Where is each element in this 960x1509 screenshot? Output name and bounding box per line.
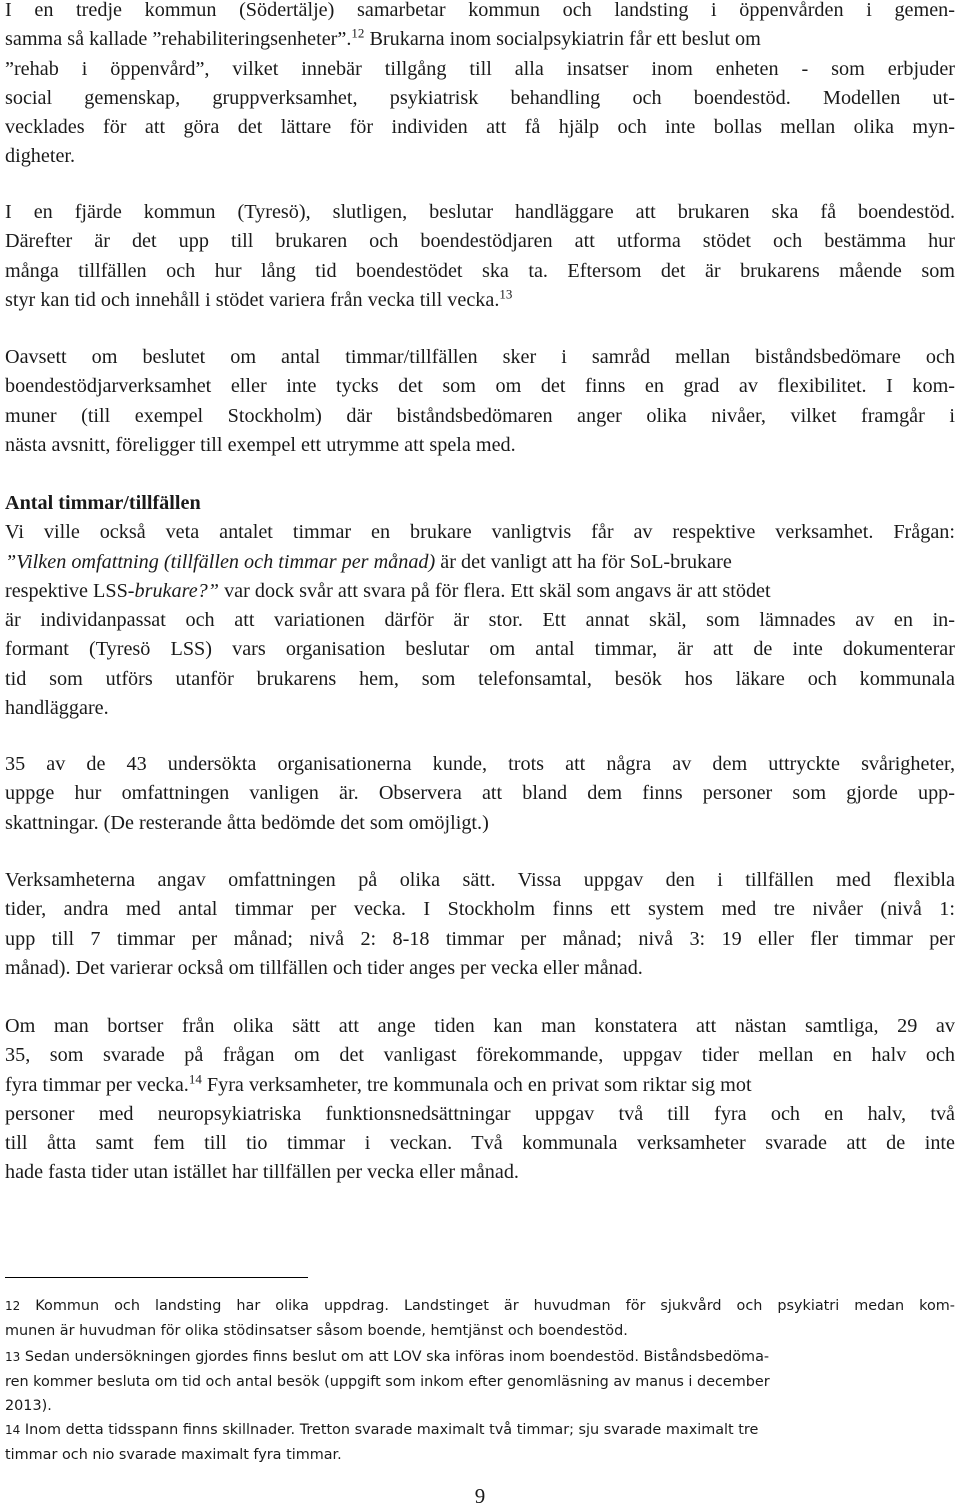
paragraph-7 (5, 1012, 955, 1188)
text-line: I en tredje kommun (Södertälje) samarbetar kommun och landsting i öppenvården i gemen- (5, 0, 955, 21)
section (5, 489, 955, 723)
text-line: skattningar. (De resterande åtta bedömde det som omöjligt.) (5, 811, 489, 834)
text-line: Om man bortser från olika sätt att ange tiden kan man konstatera att nästan samtliga, 29 av (5, 1015, 955, 1037)
footnote-line: ren kommer besluta om tid och antal besök (uppgift som inkom efter genomläsning av manus i december (5, 1373, 770, 1390)
footnote-line: timmar och nio svarade maximalt fyra timmar. (5, 1446, 342, 1463)
text-line: upp till 7 timmar per månad; nivå 2: 8-18 timmar per månad; nivå 3: 19 eller fler timmar per (5, 927, 955, 950)
footnote-ref-12[interactable]: 12 (351, 25, 365, 41)
footnote-number: 12 (5, 1299, 21, 1313)
footnote-line (5, 1345, 955, 1370)
text-line: är individanpassat och att variationen därför är stor. Ett annat skäl, som lämnades av en in- (5, 609, 955, 632)
text-span: styr kan tid och innehåll i stödet variera från vecka till vecka. (5, 288, 500, 311)
footnote-number: 13 (5, 1350, 21, 1364)
footnote-ref-13[interactable]: 13 (499, 286, 513, 302)
footnote-12 (5, 1294, 955, 1343)
text-line: formant (Tyresö LSS) vars organisation beslutar om antal timmar, är att de inte dokumenterar (5, 638, 955, 661)
paragraph-6 (5, 866, 955, 983)
footnote-line (5, 1418, 955, 1443)
text-line: I en fjärde kommun (Tyresö), slutligen, beslutar handläggare att brukaren ska få boendestöd. (5, 201, 955, 223)
text-line: Därefter är det upp till brukaren och boendestödjaren att utforma stödet och bestämma hur (5, 230, 955, 253)
text-line: uppge hur omfattningen vanligen är. Observera att bland dem finns personer som gjorde upp- (5, 782, 955, 805)
text-span: Fyra verksamheter, tre kommunala och en privat som riktar sig mot (201, 1073, 752, 1096)
text-line: muner (till exempel Stockholm) där biståndsbedömaren anger olika nivåer, vilket framgår i (5, 404, 955, 427)
text-line: personer med neuropsykiatriska funktionsnedsättningar uppgav två till fyra och en halv, två (5, 1102, 955, 1125)
footnote-text: Inom detta tidsspann finns skillnader. Tretton svarade maximalt två timmar; sju svarade maximalt tre (24, 1422, 759, 1438)
footnote-ref-14[interactable]: 14 (188, 1070, 202, 1086)
text-span: fyra timmar per vecka. (5, 1073, 189, 1096)
question-text: brukare?” (134, 579, 220, 602)
text-line: nästa avsnitt, föreligger till exempel ett utrymme att spela med. (5, 433, 516, 456)
footnote-line: 2013). (5, 1398, 52, 1414)
text-line (5, 548, 955, 577)
text-line: månad). Det varierar också om tillfällen och tider anges per vecka eller månad. (5, 956, 643, 979)
text-line: tid som utförs utanför brukarens hem, som telefonsamtal, besök hos läkare och kommunala (5, 667, 955, 690)
text-line: handläggare. (5, 697, 109, 720)
text-span: respektive LSS- (5, 579, 135, 602)
paragraph-3 (5, 343, 955, 460)
text-line: Verksamheterna angav omfattningen på olika sätt. Vissa uppgav den i tillfällen med flexibla (5, 869, 955, 891)
text-line: tider, andra med antal timmar per vecka. I Stockholm finns ett system med tre nivåer (nivå 1: (5, 898, 955, 921)
text-line: social gemenskap, gruppverksamhet, psykiatrisk behandling och boendestöd. Modellen ut- (5, 86, 955, 109)
paragraph-1 (5, 0, 955, 172)
text-line: ”rehab i öppenvård”, vilket innebär tillgång till alla insatser inom enheten - som erbjuder (5, 57, 955, 80)
text-line (5, 25, 955, 54)
text-span: var dock svår att svara på för flera. Ett skäl som angavs är att stödet (219, 579, 771, 602)
text-line: Vi ville också veta antalet timmar en brukare vanligtvis får av respektive verksamhet. Frågan: (5, 521, 955, 544)
question-text: ”Vilken omfattning (tillfällen och timmar per månad) (5, 550, 436, 573)
section-heading: Antal timmar/tillfällen (5, 492, 201, 514)
text-span: samma så kallade ”rehabiliteringsenheter”. (5, 28, 352, 51)
footnote-number: 14 (5, 1423, 21, 1437)
footnote-text: Kommun och landsting har olika uppdrag. Landstinget är huvudman för sjukvård och psykiatri medan kom- (35, 1298, 955, 1314)
text-line: digheter. (5, 145, 76, 168)
text-span: är det vanligt att ha för SoL-brukare (435, 550, 732, 573)
text-line: boendestödjarverksamhet eller inte tycks det som om det finns en grad av flexibilitet. I kom- (5, 375, 955, 398)
footnote-13 (5, 1345, 955, 1419)
paragraph-5 (5, 750, 955, 838)
text-line (5, 286, 955, 315)
page-number: 9 (474, 1484, 486, 1508)
text-span: Brukarna inom socialpsykiatrin får ett beslut om (364, 28, 761, 51)
text-line: 35, som svarade på frågan om det vanligast förekommande, uppgav tider mellan en halv och (5, 1044, 955, 1067)
footnote-separator (5, 1277, 308, 1278)
text-line: många tillfällen och hur lång tid boendestödet ska ta. Eftersom det är brukarens mående som (5, 259, 955, 282)
text-line: till åtta samt fem till tio timmar i veckan. Två kommunala verksamheter svarade att de inte (5, 1132, 955, 1155)
footnote-text: Sedan undersökningen gjordes finns beslut om att LOV ska införas inom boendestöd. Biståndsbedöma- (24, 1349, 770, 1365)
text-line: 35 av de 43 undersökta organisationerna kunde, trots att några av dem uttryckte svårigheter, (5, 753, 955, 775)
text-line (5, 577, 955, 606)
footnote-line: munen är huvudman för olika stödinsatser såsom boende, hemtjänst och boendestöd. (5, 1322, 628, 1339)
text-line (5, 1071, 955, 1100)
text-line: hade fasta tider utan istället har tillfällen per vecka eller månad. (5, 1161, 519, 1184)
footnote-14 (5, 1418, 955, 1467)
footnote-line (5, 1294, 955, 1319)
paragraph-2 (5, 198, 955, 315)
text-line: vecklades för att göra det lättare för individen att få hjälp och inte bollas mellan olika myn- (5, 116, 955, 139)
text-line: Oavsett om beslutet om antal timmar/tillfällen sker i samråd mellan biståndsbedömare och (5, 346, 955, 368)
